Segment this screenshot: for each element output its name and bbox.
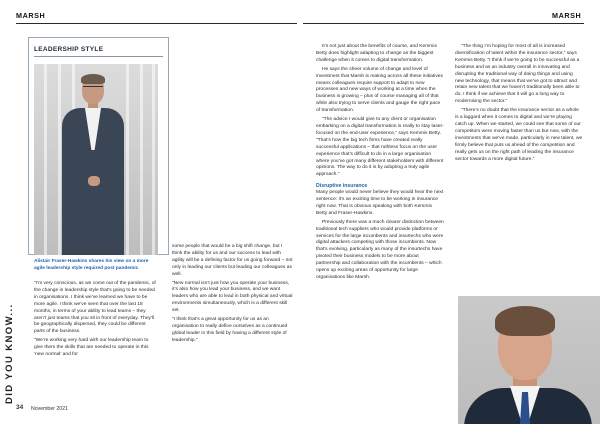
column-3 <box>316 44 444 284</box>
paragraph: Many people would never believe they would hear the next sentence: it’s an exciting time to be working in insurance right now. That is obvious speaking with both Kemmis Betty and Fraser-Hawkins. <box>316 190 444 216</box>
paragraph: “There’s no doubt that the insurance sector as a whole is a laggard when it comes to digital and we’re playing catch up. When we started, we could see that some of our competitors were moving faster than us but now, with the investments that we’ve made, particularly in new talent, we firmly believe that puts us ahead of the competition and really gets us on the right path of leading the insurance sector towards a more digital future.” <box>455 108 583 162</box>
paragraph: “New normal isn’t just how you operate your business, it’s also how you lead your business, and we want leaders who are able to lead in both physical and virtual environments simultaneously, which is a different skill set. <box>172 280 293 314</box>
paragraph: Previously there was a much clearer distinction between traditional tech suppliers who would provide platforms or services for the large incumbents and insurtechs who were digital attackers competing with those incumbents. Now that’s evolving, particularly as many of the insurtechs have pivoted their business models to be more about partnership and collaboration with the incumbents – which opens up exciting areas of opportunity for large organisations like Marsh. <box>316 219 444 280</box>
portrait-photo-fraser-hawkins <box>34 64 158 255</box>
box-title: LEADERSHIP STYLE <box>34 46 104 53</box>
column-1 <box>34 281 157 361</box>
paragraph: “The thing I’m hoping for most of all is increased diversification of talent within the insurance sector,” says Kemmis Betty. “I think if we’re going to be successful as a business and as an industry overall in innovating and disrupting the traditional way of doing things and using new technology, that means that we’ve got to attract and retain new talent that we haven’t traditionally been able to do. I think if we achieve that it will go a long way to modernising the sector.” <box>455 44 580 105</box>
issue-date: November 2021 <box>31 406 68 412</box>
paragraph: “I’m very conscious, as we come out of the pandemic, of the change in leadership style that’s going to be needed in organisations. I think we’ve learned we have to be more agile. I think we’ve seen that over the last 18 months, in terms of your ability to lead teams – they aren’t just teams that you sit in front of everyday. They’ll be geographically dispersed, they could be different parts of the business. <box>34 281 156 335</box>
paragraph: He says the sheer volume of change and level of investment that Marsh is making across all these initiatives means colleagues require support to adapt to new processes and new ways of working at a time when the business is growing – plus of course managing all of that while also trying to serve clients and gauge the right pace of transformation. <box>316 66 443 114</box>
column-4 <box>455 44 583 165</box>
running-head-right: MARSH <box>552 11 582 20</box>
paragraph: “I think that’s a great opportunity for us as an organisation to really define ourselves as a continued global leader in this field by having a different style of leadership.” <box>172 317 288 343</box>
photo-caption: Alistair Fraser-Hawkins shares his view on a more agile leadership style required post pandemic <box>34 259 149 271</box>
did-you-know-side-label: DID YOU KNOW... <box>4 303 15 404</box>
header-rule-right <box>303 23 584 24</box>
running-head-left: MARSH <box>16 11 46 20</box>
box-title-rule <box>34 56 163 57</box>
subheading-disruptive-insurance: Disruptive insurance <box>316 183 368 190</box>
paragraph: “We’re working very hard with our leadership team to give them the skills that are needed to operate in this ‘new normal’ and for <box>34 338 149 358</box>
page-number: 34 <box>16 404 24 411</box>
column-2 <box>172 244 294 347</box>
paragraph: “The advice I would give to any client or organisation embarking on a digital transformation is really to stay laser-focused on the end-user experience,” says Kemmis Betty. “That’s how the big tech firms have created really successful applications – that ruthless focus on the user experience that’s difficult to do in a large organisation where you’ve got many different stakeholders with different opinions. The way to do it is by adopting a truly agile approach.” <box>316 117 444 178</box>
paragraph: some people that would be a big shift change, but I think the ability for us and our success to lead with agility will be a defining factor for us going forward – not only in leading our clients but leading our colleagues as well. <box>172 244 293 277</box>
paragraph: It’s not just about the benefits of course, and Kemmis Betty does highlight adapting to change as the biggest challenge when it comes to digital transformation. <box>316 44 437 63</box>
portrait-photo-kemmis-betty <box>458 296 600 424</box>
header-rule-left <box>16 23 297 24</box>
